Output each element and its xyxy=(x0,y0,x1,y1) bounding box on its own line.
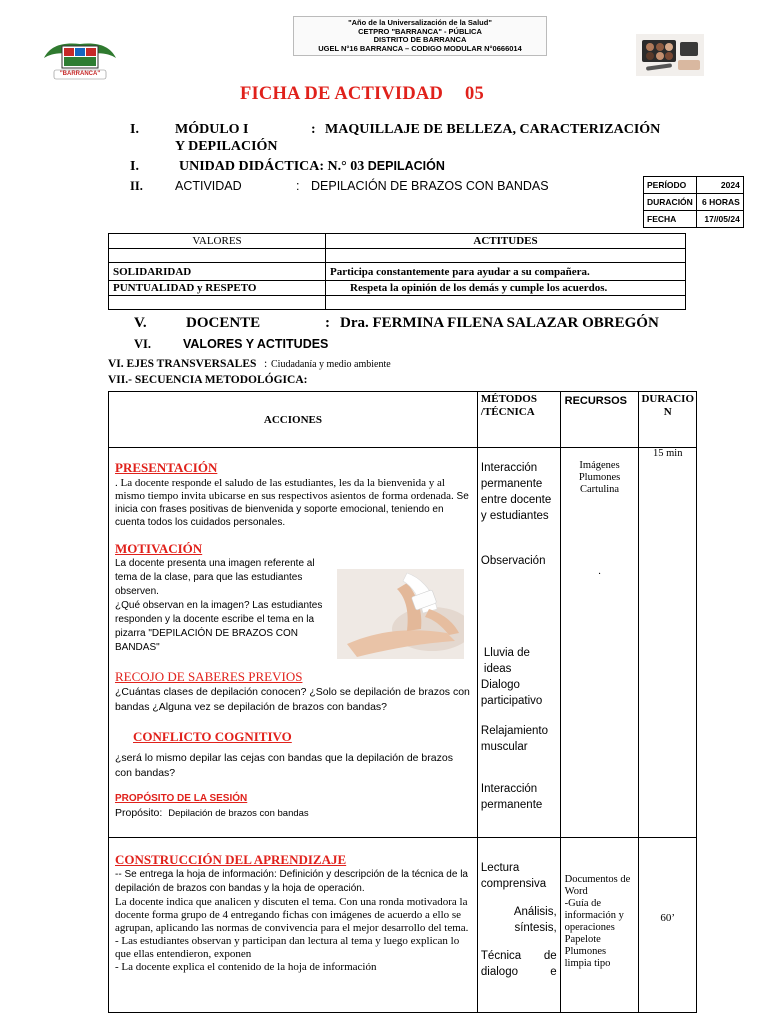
metodo-item: Dialogo participativo xyxy=(480,679,543,707)
separator: : xyxy=(325,315,330,331)
table-row xyxy=(644,194,744,211)
metodo-item: Interacción permanente entre docente y estudiantes xyxy=(480,462,552,522)
header-line: DISTRITO DE BARRANCA xyxy=(373,35,467,45)
metodo-item: Relajamiento muscular xyxy=(480,725,549,753)
duration-key: DURACIÓN xyxy=(644,194,697,211)
table-row xyxy=(109,281,686,296)
period-value: 2024 xyxy=(696,177,743,194)
column-header: VALORES xyxy=(109,234,326,249)
institution-header xyxy=(293,16,547,56)
recurso-item: Plumones xyxy=(564,946,607,957)
saberes-text: ¿Cuántas clases de depilación conocen? ¿Solo se depilación de brazos con bandas ¿Alguna vez se depilación de brazos con bandas? xyxy=(115,686,470,713)
acciones-cell xyxy=(109,838,478,1013)
construccion-heading: CONSTRUCCIÓN DEL APRENDIZAJE xyxy=(115,852,347,867)
recurso-item: Documentos de Word xyxy=(564,874,631,897)
section-number: VI. xyxy=(134,337,152,351)
column-header: ACTITUDES xyxy=(326,234,686,249)
separator: : xyxy=(296,179,300,193)
empty-cell xyxy=(326,296,686,310)
motivacion-question: ¿Qué observan en la imagen? Las estudiantes responden y la docente escribe el tema en la pizarra "DEPILACIÓN DE BRAZOS CON BANDAS" xyxy=(115,600,323,653)
construccion-text-2: La docente indica que analicen y discuten el tema. Con una ronda motivadora la docente forma grupo de 4 entregando fichas con imágenes de acuerdo a ello se agrupan, aplicando las normas de convivencia para el mejor desarrollo del tema. xyxy=(115,896,469,934)
recurso-item: Cartulina xyxy=(580,484,620,495)
construccion-text-3: - Las estudiantes observan y participan dan lectura al tema y luego explican lo que ellas entendieron, exponen xyxy=(115,935,460,960)
table-row xyxy=(109,296,686,310)
column-header: MÉTODOS /TÉCNICA xyxy=(477,392,560,448)
actividad-value: DEPILACIÓN DE BRAZOS CON BANDAS xyxy=(311,179,549,193)
presentacion-heading: PRESENTACIÓN xyxy=(115,460,218,475)
saberes-heading: RECOJO DE SABERES PREVIOS xyxy=(115,669,303,684)
separator: : xyxy=(264,358,268,370)
column-header: DURACIO N xyxy=(639,392,697,448)
proposito-text xyxy=(115,806,471,821)
institution-logo xyxy=(40,36,120,82)
conflicto-text: ¿será lo mismo depilar las cejas con bandas que la depilación de brazos con bandas? xyxy=(115,752,453,779)
docente-label: DOCENTE xyxy=(186,315,261,331)
header-line: "Año de la Universalización de la Salud" xyxy=(348,18,492,27)
proposito-label: Propósito: xyxy=(115,807,163,819)
modulo-label: MÓDULO I xyxy=(175,122,249,137)
duracion-value: 15 min xyxy=(652,448,683,459)
header-line: CETPRO "BARRANCA" - PÚBLICA xyxy=(358,26,482,36)
presentacion-text-1: . La docente responde el saludo de las estudiantes, les da la bienvenida y al mismo tiempo invita ubicarse en sus respectivos asientos de forma ordenada. xyxy=(115,477,454,502)
table-row xyxy=(109,249,686,263)
metodo-item: Análisis, síntesis, xyxy=(513,906,557,934)
modulo-value-cont: Y DEPILACIÓN xyxy=(175,139,278,154)
period-table xyxy=(643,176,744,228)
empty-cell xyxy=(109,249,326,263)
presentacion-text xyxy=(115,477,471,529)
duration-value: 6 HORAS xyxy=(696,194,743,211)
table-row xyxy=(109,263,686,281)
table-row xyxy=(109,838,697,1013)
table-cell: Participa constantemente para ayudar a su compañera. xyxy=(326,263,686,281)
date-key: FECHA xyxy=(644,211,697,228)
recurso-item: . xyxy=(598,566,601,577)
unidad-label-text: UNIDAD DIDÁCTICA: N.° 03 xyxy=(179,159,365,174)
section-number: I. xyxy=(130,159,139,174)
unidad-label xyxy=(179,159,445,175)
empty-cell xyxy=(109,296,326,310)
makeup-palette-image xyxy=(636,34,704,76)
duracion-value: 60’ xyxy=(660,912,676,924)
period-key: PERÍODO xyxy=(644,177,697,194)
section-number: II. xyxy=(130,179,143,193)
ejes-label: VI. EJES TRANSVERSALES xyxy=(108,358,257,370)
presentacion-text-2: Se inicia con frases positivas de bienvenida y soporte emocional, teniendo en cuenta todos los cuidados personales. xyxy=(115,491,469,528)
table-cell: Respeta la opinión de los demás y cumple los acuerdos. xyxy=(326,281,686,296)
secuencia-heading: VII.- SECUENCIA METODOLÓGICA: xyxy=(108,374,308,386)
motivacion-text: La docente presenta una imagen referente al tema de la clase, para que las estudiantes observen. xyxy=(115,558,315,597)
valores-heading: VALORES Y ACTITUDES xyxy=(183,337,329,351)
motivacion-heading: MOTIVACIÓN xyxy=(115,541,203,556)
section-number: V. xyxy=(134,315,147,331)
section-number: I. xyxy=(130,122,139,137)
recurso-item: Plumones xyxy=(578,472,621,483)
table-cell: SOLIDARIDAD xyxy=(109,263,326,281)
recurso-item: Imágenes xyxy=(579,460,620,471)
proposito-value: Depilación de brazos con bandas xyxy=(168,808,309,819)
header-line: UGEL N°16 BARRANCA – CODIGO MODULAR N°0666014 xyxy=(318,43,522,53)
title-label: FICHA DE ACTIVIDAD xyxy=(240,84,444,104)
table-cell: PUNTUALIDAD y RESPETO xyxy=(109,281,326,296)
ejes-value: Ciudadanía y medio ambiente xyxy=(271,359,391,370)
table-header-row xyxy=(109,392,697,448)
duracion-cell xyxy=(639,448,697,838)
column-header: RECURSOS xyxy=(560,392,639,448)
recursos-cell xyxy=(560,838,639,1013)
logo-text: "BARRANCA" xyxy=(59,71,101,77)
table-row xyxy=(644,211,744,228)
date-value: 17//05/24 xyxy=(696,211,743,228)
metodos-cell xyxy=(477,448,560,838)
recurso-item: limpia tipo xyxy=(564,958,611,969)
metodo-item: Observación xyxy=(480,555,546,567)
table-header-row xyxy=(109,234,686,249)
table-row xyxy=(644,177,744,194)
docente-value: Dra. FERMINA FILENA SALAZAR OBREGÓN xyxy=(340,315,659,331)
methodology-table xyxy=(108,391,697,1013)
duracion-cell xyxy=(639,838,697,1013)
depilation-photo xyxy=(337,569,464,659)
empty-cell xyxy=(326,249,686,263)
proposito-heading: PROPÓSITO DE LA SESIÓN xyxy=(115,793,248,804)
construccion-text-1: -- Se entrega la hoja de información: Definición y descripción de la técnica de la depilación de brazos con bandas y la hoja de operación. xyxy=(115,869,468,894)
title-number: 05 xyxy=(465,84,484,104)
recursos-cell xyxy=(560,448,639,838)
values-table xyxy=(108,233,686,310)
metodo-item: Técnica de dialogo e xyxy=(480,950,557,978)
separator: : xyxy=(311,122,316,137)
metodo-item: Interacción permanente xyxy=(480,783,543,811)
construccion-text-4: - La docente explica el contenido de la hoja de información xyxy=(115,961,377,973)
metodos-cell xyxy=(477,838,560,1013)
recurso-item: -Guía de información y operaciones xyxy=(564,898,624,933)
actividad-label: ACTIVIDAD xyxy=(175,179,242,193)
unidad-value: DEPILACIÓN xyxy=(367,159,445,173)
metodo-item: Lectura comprensiva xyxy=(480,862,547,890)
recurso-item: Papelote xyxy=(564,934,601,945)
page-title xyxy=(240,84,484,105)
conflicto-heading: CONFLICTO COGNITIVO xyxy=(133,729,292,744)
column-header: ACCIONES xyxy=(109,392,478,448)
modulo-value: MAQUILLAJE DE BELLEZA, CARACTERIZACIÓN xyxy=(325,122,661,137)
metodo-item: Lluvia de ideas xyxy=(483,647,530,675)
